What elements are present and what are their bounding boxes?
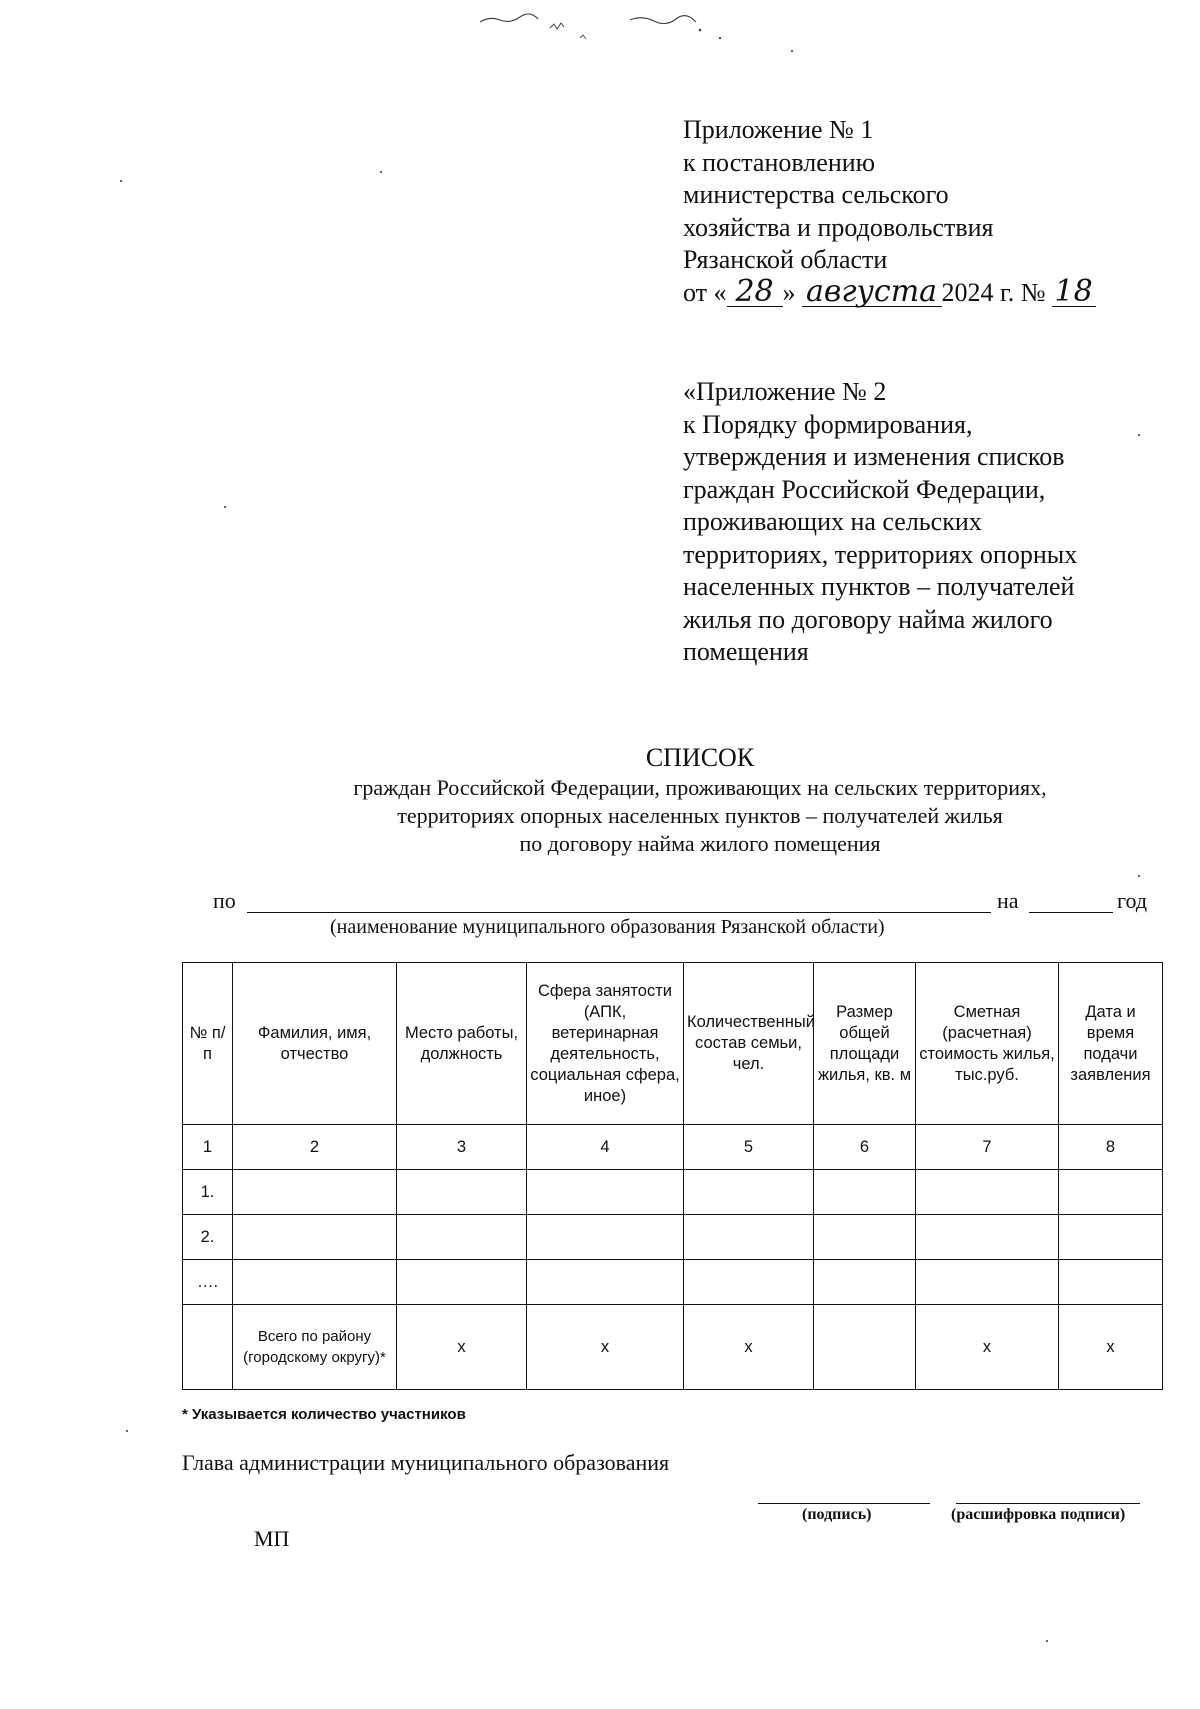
municipality-line	[213, 888, 1093, 916]
appendix-2-block	[683, 376, 1077, 669]
table-cell	[684, 1170, 814, 1215]
row-number: ….	[183, 1260, 233, 1305]
appendix-1-date-line	[683, 273, 1096, 310]
appendix-1-block	[683, 114, 1096, 309]
po-label: по	[213, 888, 236, 913]
appendix-2-line: «Приложение № 2	[683, 377, 887, 406]
header-cell: Место работы, должность	[397, 963, 527, 1125]
table-cell	[397, 1170, 527, 1215]
header-cell: Сметная (расчетная) стоимость жилья, тыс.руб.	[916, 963, 1059, 1125]
table-cell	[1059, 1215, 1163, 1260]
table-cell	[684, 1215, 814, 1260]
appendix-1-line: Рязанской области	[683, 245, 888, 274]
header-cell: Фамилия, имя, отчество	[233, 963, 397, 1125]
title-sub-line: граждан Российской Федерации, проживающих на сельских территориях,	[353, 775, 1047, 800]
appendix-2-line: к Порядку формирования,	[683, 409, 973, 439]
total-cell: x	[397, 1305, 527, 1390]
table-cell	[684, 1260, 814, 1305]
table-header-row	[183, 963, 1163, 1125]
signature-line	[758, 1503, 930, 1504]
signature-decode-caption: (расшифровка подписи)	[951, 1506, 1126, 1523]
column-number: 8	[1059, 1125, 1163, 1170]
title-main: СПИСОК	[645, 743, 755, 772]
appendix-2-line: населенных пунктов – получателей	[683, 572, 1075, 601]
appendix-1-line: хозяйства и продовольствия	[683, 212, 994, 242]
signature-decode-line	[956, 1503, 1140, 1504]
header-cell: № п/п	[183, 963, 233, 1125]
signature-caption: (подпись)	[802, 1506, 872, 1523]
total-label: Всего по району (городскому округу)*	[233, 1305, 397, 1390]
handwritten-month: августа	[802, 278, 942, 307]
table-cell	[916, 1170, 1059, 1215]
municipality-blank	[247, 912, 991, 913]
scan-speck	[120, 180, 122, 182]
total-cell	[814, 1305, 916, 1390]
column-number: 1	[183, 1125, 233, 1170]
scan-speck	[224, 506, 226, 508]
appendix-1-line: министерства сельского	[683, 180, 949, 209]
municipality-caption: (наименование муниципального образования Рязанской области)	[330, 916, 885, 938]
table-cell	[527, 1260, 684, 1305]
table-cell	[233, 1215, 397, 1260]
stamp-placeholder: МП	[254, 1526, 290, 1551]
date-year: 2024 г. №	[941, 277, 1046, 307]
appendix-2-line: утверждения и изменения списков	[683, 442, 1065, 471]
row-number: 1.	[183, 1170, 233, 1215]
handwritten-day: 28	[727, 278, 783, 307]
head-of-administration-label: Глава администрации муниципального образования	[182, 1450, 670, 1475]
title-sub-line: территориях опорных населенных пунктов – получателей жилья	[397, 803, 1003, 828]
scan-speck	[380, 171, 382, 173]
table-cell	[527, 1170, 684, 1215]
header-cell: Сфера занятости (АПК, ветеринарная деятельность, социальная сфера, иное)	[527, 963, 684, 1125]
column-number-row	[183, 1125, 1163, 1170]
table-cell	[814, 1215, 916, 1260]
total-cell: x	[1059, 1305, 1163, 1390]
total-cell: x	[916, 1305, 1059, 1390]
footnote: * Указывается количество участников	[182, 1406, 466, 1423]
header-cell: Размер общей площади жилья, кв. м	[814, 963, 916, 1125]
table-cell	[1059, 1170, 1163, 1215]
handwritten-number: 18	[1052, 278, 1096, 307]
scan-speck	[126, 1430, 128, 1432]
table-cell	[1059, 1260, 1163, 1305]
document-title	[200, 742, 1200, 858]
column-number: 2	[233, 1125, 397, 1170]
table-cell	[233, 1260, 397, 1305]
header-cell: Дата и время подачи заявления	[1059, 963, 1163, 1125]
na-label: на	[997, 888, 1019, 913]
table-row	[183, 1260, 1163, 1305]
table-cell	[233, 1170, 397, 1215]
header-cell: Количественный состав семьи, чел.	[684, 963, 814, 1125]
table-cell	[814, 1170, 916, 1215]
table-cell	[916, 1260, 1059, 1305]
scan-speck	[1138, 875, 1140, 877]
table-cell	[916, 1215, 1059, 1260]
appendix-1-line: Приложение № 1	[683, 115, 874, 144]
table-row	[183, 1215, 1163, 1260]
scan-speck	[1138, 434, 1140, 436]
appendix-2-line: граждан Российской Федерации,	[683, 474, 1046, 504]
god-label: год	[1117, 888, 1148, 913]
appendix-2-line: проживающих на сельских	[683, 507, 982, 536]
title-sub-line: по договору найма жилого помещения	[519, 831, 881, 856]
scan-speck	[791, 50, 793, 52]
date-mid: »	[782, 277, 796, 307]
column-number: 4	[527, 1125, 684, 1170]
table-cell	[183, 1305, 233, 1390]
date-prefix: от «	[683, 277, 727, 307]
row-number: 2.	[183, 1215, 233, 1260]
appendix-2-line: помещения	[683, 637, 809, 666]
column-number: 5	[684, 1125, 814, 1170]
table-cell	[814, 1260, 916, 1305]
table-cell	[397, 1260, 527, 1305]
total-cell: x	[527, 1305, 684, 1390]
total-cell: x	[684, 1305, 814, 1390]
appendix-2-line: территориях, территориях опорных	[683, 539, 1078, 569]
column-number: 3	[397, 1125, 527, 1170]
appendix-2-line: жилья по договору найма жилого	[683, 604, 1053, 634]
scan-noise-marks	[470, 8, 770, 48]
citizens-register-table	[182, 962, 1163, 1390]
scan-speck	[1046, 1640, 1048, 1642]
column-number: 6	[814, 1125, 916, 1170]
total-row	[183, 1305, 1163, 1390]
column-number: 7	[916, 1125, 1059, 1170]
table-row	[183, 1170, 1163, 1215]
year-blank	[1029, 912, 1113, 913]
table-cell	[527, 1215, 684, 1260]
table-cell	[397, 1215, 527, 1260]
appendix-1-line: к постановлению	[683, 147, 876, 177]
